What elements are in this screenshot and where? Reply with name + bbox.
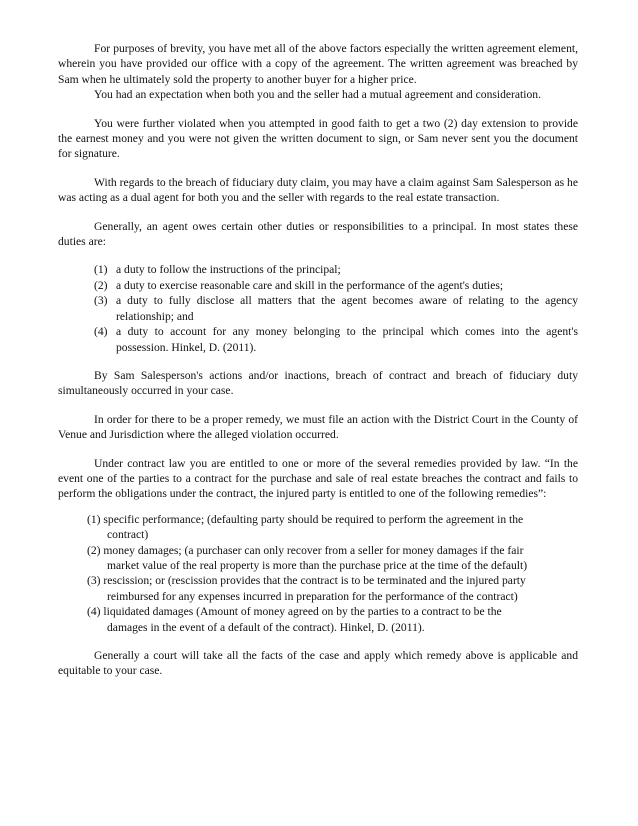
list-item: (1) a duty to follow the instructions of the principal; — [94, 263, 341, 277]
list-item: (4) liquidated damages (Amount of money agreed on by the parties to a contract to be the damages in the event of a default of the contract). Hinkel, D. (2011). — [87, 605, 502, 634]
paragraph-expectation: You had an expectation when both you and the seller had a mutual agreement and consideration. — [94, 88, 541, 102]
list-item: (1) specific performance; (defaulting party should be required to perform the agreement in the contract) — [87, 512, 524, 542]
letter-body — [58, 41, 578, 679]
paragraph-extension: You were further violated when you attempted in good faith to get a two (2) day extension to provide the earnest money and you were not given the written document to sign, or Sam never sent you the document for signature. — [58, 116, 578, 161]
paragraph-proper-remedy: In order for there to be a proper remedy, we must file an action with the District Court in the County of Venue and Jurisdiction where the alleged violation occurred. — [58, 412, 578, 442]
paragraph-agent-duties: Generally, an agent owes certain other duties or responsibilities to a principal. In most states these duties are: — [58, 219, 578, 249]
list-item: (2) money damages; (a purchaser can only recover from a seller for money damages if the fair market value of the real property is more than the purchase price at the time of the default) — [87, 543, 528, 572]
list-item: (2) a duty to exercise reasonable care and skill in the performance of the agent's duties; — [94, 278, 504, 292]
paragraph-conclusion: Generally a court will take all the facts of the case and apply which remedy above is applicable and equitable to your case. — [58, 649, 578, 678]
list-item: (3) rescission; or (rescission provides that the contract is to be terminated and the injured party reimbursed for any expenses incurred in preparation for the performance of the contract) — [87, 574, 526, 603]
paragraph-simultaneous-breach: By Sam Salesperson's actions and/or inactions, breach of contract and breach of fiduciary duty simultaneously occurred in your case. — [58, 368, 578, 398]
paragraph-fiduciary-claim: With regards to the breach of fiduciary duty claim, you may have a claim against Sam Salesperson as he was acting as a dual agent for both you and the seller with regards to the real estate transaction. — [58, 175, 578, 205]
remedies-list — [58, 512, 578, 635]
paragraph-contract-law: Under contract law you are entitled to one or more of the several remedies provided by law. “In the event one of the parties to a contract for the purchase and sale of real estate breaches the contract and fails to perform the obligations under the contract, the injured party is entitled to one of the following remedies”: — [58, 456, 578, 501]
list-item: (4) a duty to account for any money belonging to the principal which comes into the agent's possession. Hinkel, D. (2011). — [94, 325, 578, 354]
duties-list — [58, 262, 578, 354]
list-item: (3) a duty to fully disclose all matters that the agent becomes aware of relating to the agency relationship; and — [94, 294, 578, 323]
paragraph-written-agreement: For purposes of brevity, you have met all of the above factors especially the written agreement element, wherein you have provided our office with a copy of the agreement. The written agreement was breached by Sam when he ultimately sold the property to another buyer for a higher price. — [58, 42, 578, 86]
